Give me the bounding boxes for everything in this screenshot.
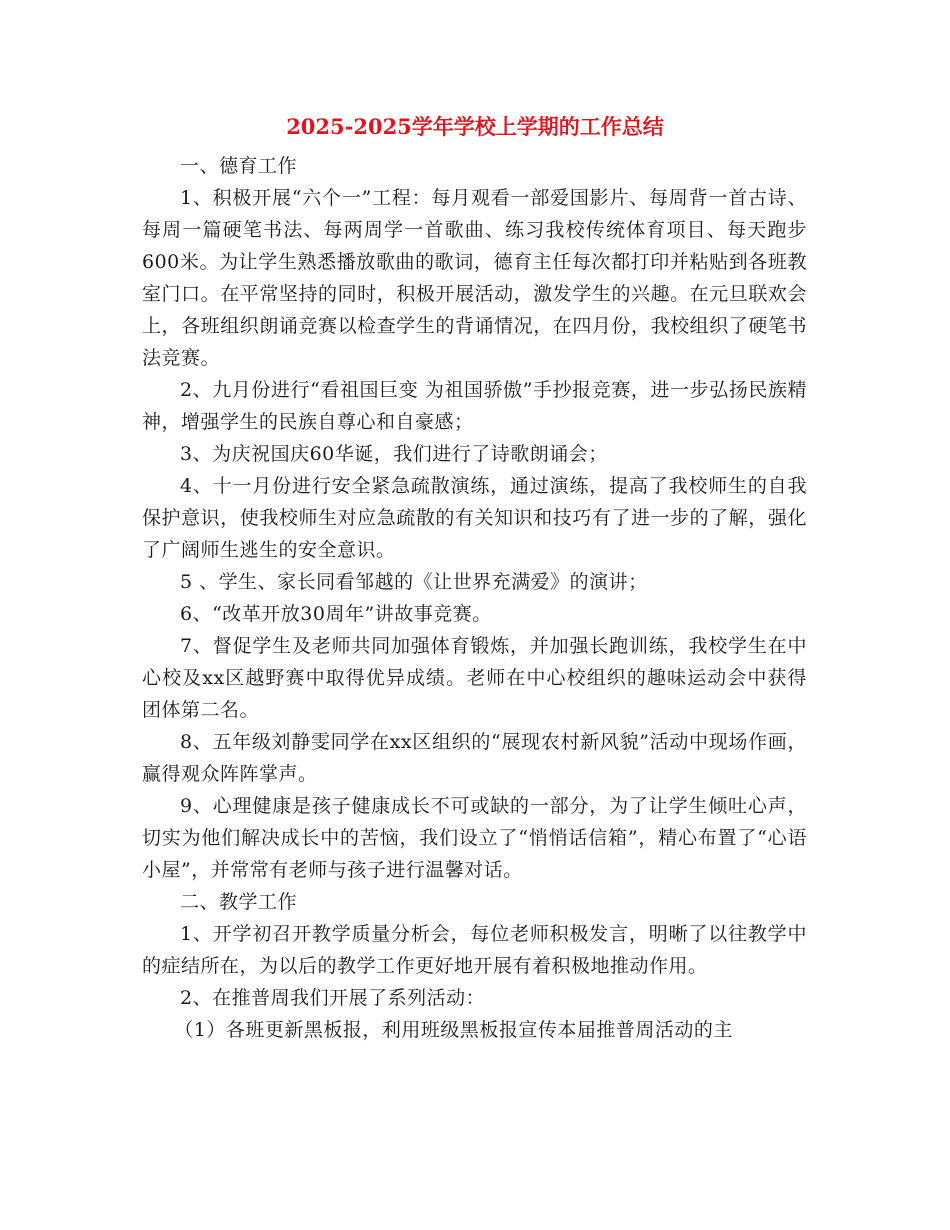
document-title: 2025-2025学年学校上学期的工作总结 <box>286 114 664 139</box>
paragraph-item-4: 4、十一月份进行安全紧急疏散演练，通过演练，提高了我校师生的自我保护意识，使我校师生对应急疏散的有关知识和技巧有了进一步的了解，强化了广阔师生逃生的安全意识。 <box>142 475 807 561</box>
document-body <box>142 150 807 1046</box>
paragraph-teaching-1: 1、开学初召开教学质量分析会，每位老师积极发言，明晰了以往教学中的症结所在，为以后的教学工作更好地开展有着积极地推动作用。 <box>142 923 807 977</box>
paragraph-item-3: 3、为庆祝国庆60华诞，我们进行了诗歌朗诵会； <box>180 443 608 465</box>
section-heading-moral-education: 一、德育工作 <box>180 155 298 177</box>
paragraph-item-8: 8、五年级刘静雯同学在xx区组织的“展现农村新风貌”活动中现场作画，赢得观众阵阵掌声。 <box>142 731 807 785</box>
paragraph-item-2: 2、九月份进行“看祖国巨变 为祖国骄傲”手抄报竞赛，进一步弘扬民族精神，增强学生的民族自尊心和自豪感； <box>142 379 807 433</box>
paragraph-item-7: 7、督促学生及老师共同加强体育锻炼，并加强长跑训练，我校学生在中心校及xx区越野赛中取得优异成绩。老师在中心校组织的趣味运动会中获得团体第二名。 <box>142 635 807 721</box>
paragraph-item-9: 9、心理健康是孩子健康成长不可或缺的一部分，为了让学生倾吐心声，切实为他们解决成长中的苦恼，我们设立了“悄悄话信箱”，精心布置了“心语小屋”，并常常有老师与孩子进行温馨对话。 <box>142 795 807 881</box>
section-heading-teaching: 二、教学工作 <box>180 891 298 913</box>
paragraph-item-5: 5 、学生、家长同看邹越的《让世界充满爱》的演讲； <box>180 571 648 593</box>
paragraph-teaching-2-sub-1: （1）各班更新黑板报，利用班级黑板报宣传本届推普周活动的主 <box>174 1019 733 1041</box>
paragraph-item-6: 6、“改革开放30周年”讲故事竞赛。 <box>180 603 492 625</box>
paragraph-item-1: 1、积极开展“六个一”工程：每月观看一部爱国影片、每周背一首古诗、每周一篇硬笔书法、每两周学一首歌曲、练习我校传统体育项目、每天跑步600米。为让学生熟悉播放歌曲的歌词，德育主任每次都打印并粘贴到各班教室门口。在平常坚持的同时，积极开展活动，激发学生的兴趣。在元旦联欢会上，各班组织朗诵竞赛以检查学生的背诵情况，在四月份，我校组织了硬笔书法竞赛。 <box>142 187 807 369</box>
paragraph-teaching-2: 2、在推普周我们开展了系列活动： <box>180 987 486 1009</box>
